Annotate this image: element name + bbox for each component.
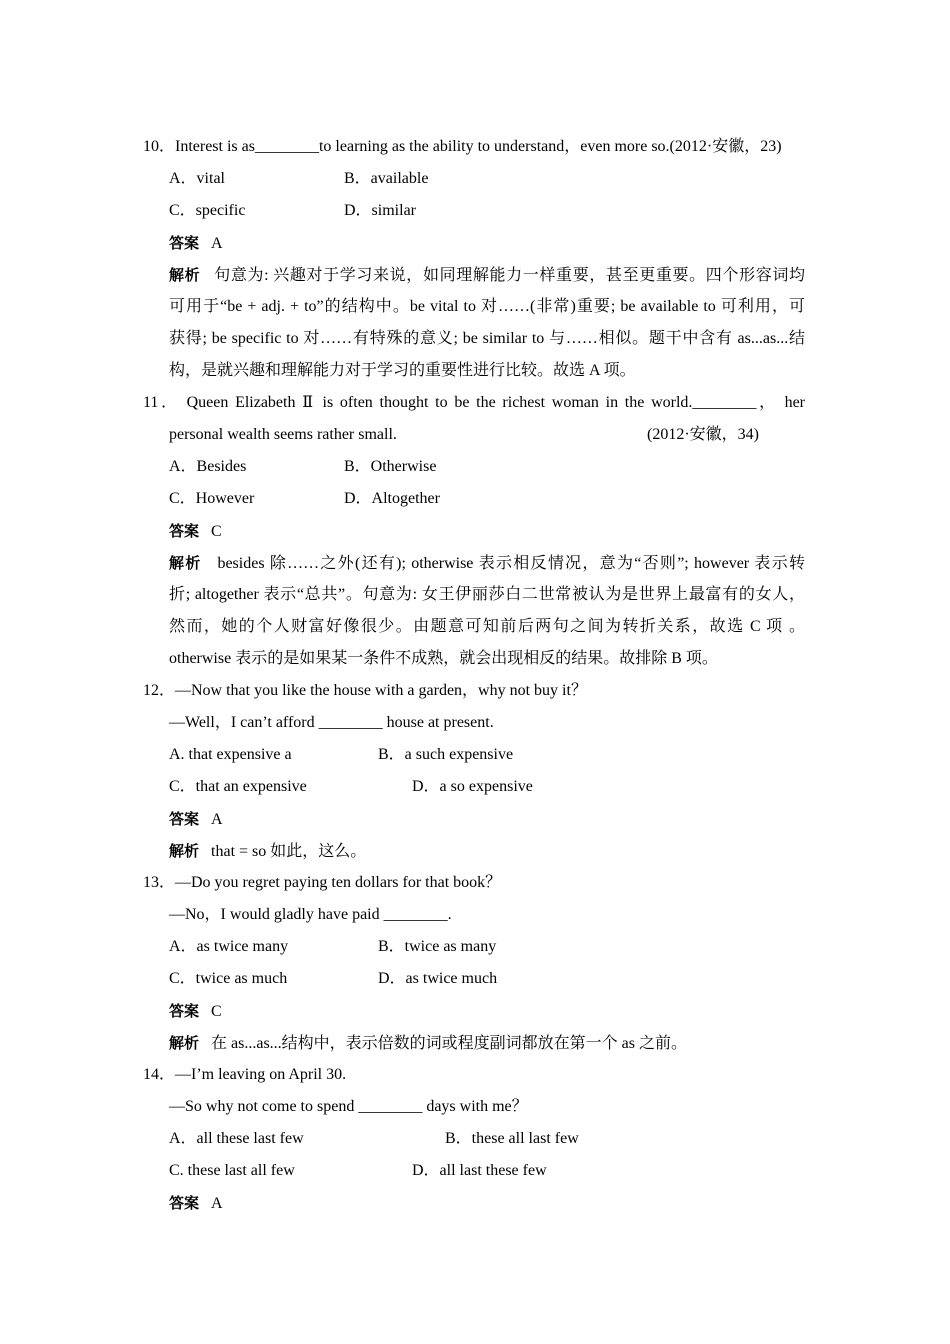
- option-a: A. that expensive a: [169, 746, 292, 763]
- option-d: D．all last these few: [412, 1162, 547, 1179]
- answer-label: 答案: [169, 810, 200, 828]
- question-13-answer: [169, 995, 950, 1027]
- answer-value: A: [211, 811, 223, 828]
- question-10-analysis-line-1: [169, 259, 805, 291]
- question-13-options-row-1: [0, 931, 950, 963]
- analysis-label: 解析: [169, 842, 200, 860]
- option-c: C．that an expensive: [169, 778, 307, 795]
- option-d: D．similar: [344, 202, 416, 219]
- question-11-options-row-1: [0, 451, 950, 483]
- question-10-analysis-line-4: 构，是就兴趣和理解能力对于学习的重要性进行比较。故选 A 项。: [169, 362, 636, 379]
- answer-value: C: [211, 523, 222, 540]
- option-c: C．However: [169, 490, 255, 507]
- analysis-text: 句意为: 兴趣对于学习来说，如同理解能力一样重要，甚至更重要。四个形容词均: [214, 267, 805, 284]
- question-13-analysis: [169, 1027, 950, 1059]
- question-11-analysis-line-1: [169, 547, 805, 579]
- question-10-answer: [169, 227, 950, 259]
- answer-label: 答案: [169, 234, 200, 252]
- analysis-text: besides 除……之外(还有); otherwise 表示相反情况，意为“否则”; however 表示转: [217, 555, 805, 572]
- question-14-options-row-2: [0, 1155, 950, 1187]
- question-13-stem-line-2: —No，I would gladly have paid ________.: [169, 906, 452, 923]
- answer-value: C: [211, 1003, 222, 1020]
- option-a: A．vital: [169, 170, 225, 187]
- option-a: A．Besides: [169, 458, 247, 475]
- question-13-stem-line-1: 13．—Do you regret paying ten dollars for that book？: [143, 874, 502, 891]
- answer-value: A: [211, 1195, 223, 1212]
- analysis-text: 在 as...as...结构中，表示倍数的词或程度副词都放在第一个 as 之前。: [211, 1035, 688, 1052]
- question-13-options-row-2: [0, 963, 950, 995]
- option-c: C．specific: [169, 202, 246, 219]
- analysis-label: 解析: [169, 554, 202, 572]
- option-c: C．twice as much: [169, 970, 288, 987]
- question-10-options-row-2: [0, 195, 950, 227]
- option-d: D．a so expensive: [412, 778, 533, 795]
- question-12-answer: [169, 803, 950, 835]
- answer-label: 答案: [169, 1002, 200, 1020]
- option-b: B．twice as many: [378, 938, 497, 955]
- analysis-text: that = so 如此，这么。: [211, 843, 367, 860]
- question-12-stem-line-2: —Well，I can’t afford ________ house at present.: [169, 714, 494, 731]
- question-14-stem-line-1: 14．—I’m leaving on April 30.: [143, 1066, 347, 1083]
- question-12-options-row-2: [0, 771, 950, 803]
- answer-value: A: [211, 235, 223, 252]
- question-11-answer: [169, 515, 950, 547]
- option-b: B．a such expensive: [378, 746, 514, 763]
- question-11-analysis-line-3: 然而，她的个人财富好像很少。由题意可知前后两句之间为转折关系，故选 C 项 。: [169, 618, 805, 635]
- option-d: D．Altogether: [344, 490, 440, 507]
- answer-label: 答案: [169, 522, 200, 540]
- question-14-options-row-1: [0, 1123, 950, 1155]
- option-d: D．as twice much: [378, 970, 498, 987]
- question-11-source: (2012·安徽，34): [647, 426, 759, 443]
- question-12-analysis: [169, 835, 950, 867]
- analysis-label: 解析: [169, 1034, 200, 1052]
- option-c: C. these last all few: [169, 1162, 295, 1179]
- question-14-answer: [169, 1187, 950, 1219]
- question-11-stem-text: personal wealth seems rather small.: [169, 426, 397, 443]
- option-a: A．as twice many: [169, 938, 289, 955]
- question-11-stem-line-1: 11． Queen Elizabeth Ⅱ is often thought to be the richest woman in the world.________， her: [143, 394, 806, 411]
- option-b: B．available: [344, 170, 429, 187]
- option-b: B．Otherwise: [344, 458, 437, 475]
- question-14-stem-line-2: —So why not come to spend ________ days with me？: [169, 1098, 528, 1115]
- option-b: B．these all last few: [445, 1130, 579, 1147]
- analysis-label: 解析: [169, 266, 201, 284]
- question-10-options-row-1: [0, 163, 950, 195]
- question-10-stem: 10．Interest is as________to learning as the ability to understand，even more so.(2012·安徽，23): [143, 138, 782, 155]
- question-10-analysis-line-3: 获得; be specific to 对……有特殊的意义; be similar to 与……相似。题干中含有 as...as...结: [169, 330, 805, 347]
- answer-label: 答案: [169, 1194, 200, 1212]
- question-12-options-row-1: [0, 739, 950, 771]
- question-11-analysis-line-2: 折; altogether 表示“总共”。句意为: 女王伊丽莎白二世常被认为是世界上最富有的女人，: [169, 586, 805, 603]
- question-10-analysis-line-2: 可用于“be + adj. + to”的结构中。be vital to 对……(非常)重要; be available to 可利用，可: [169, 298, 805, 315]
- option-a: A．all these last few: [169, 1130, 304, 1147]
- question-11-stem-line-2: [169, 419, 950, 451]
- question-11-options-row-2: [0, 483, 950, 515]
- question-12-stem-line-1: 12．—Now that you like the house with a garden，why not buy it？: [143, 682, 587, 699]
- question-11-analysis-line-4: otherwise 表示的是如果某一条件不成熟，就会出现相反的结果。故排除 B 项。: [169, 650, 718, 667]
